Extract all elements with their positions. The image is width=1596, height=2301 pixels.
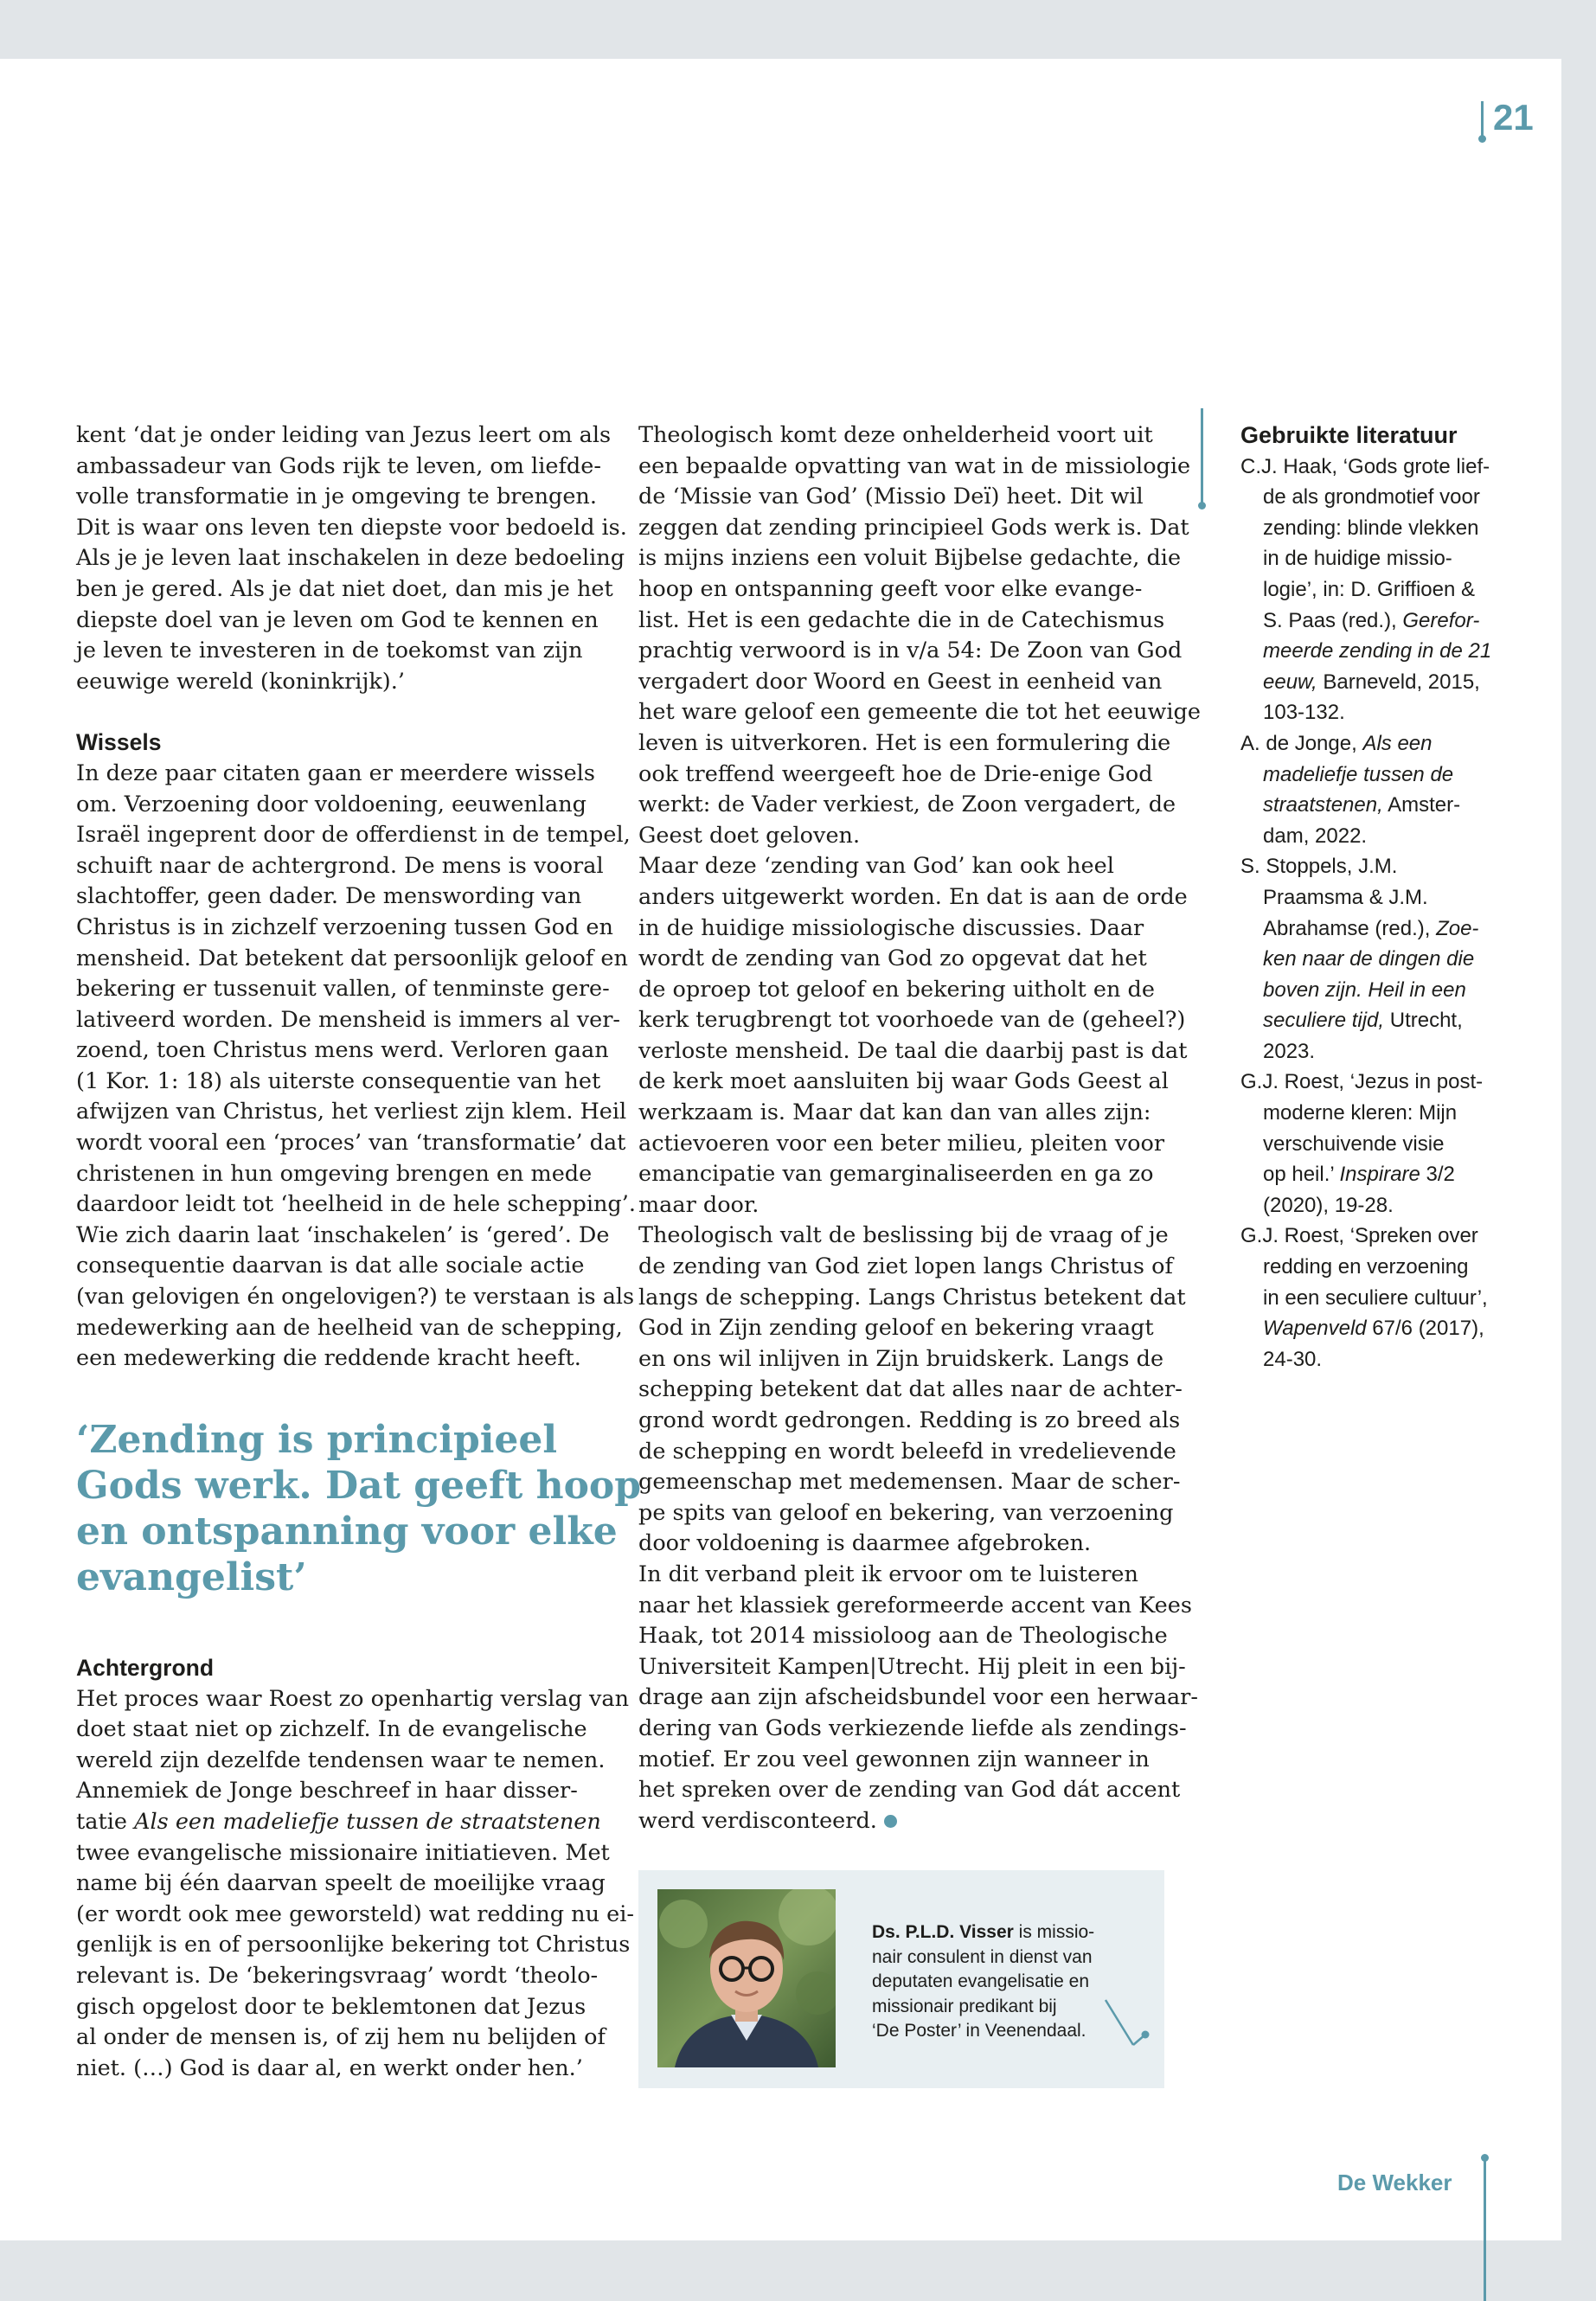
text-line: nair consulent in dienst van (872, 1946, 1093, 1967)
text-line (76, 1807, 600, 1838)
text-line: diepste doel van je leven om God te kennen en (76, 606, 599, 633)
text-line (1240, 1313, 1535, 1344)
text-line (1240, 543, 1535, 574)
italic-title: meerde zending in de 21 (1263, 639, 1492, 663)
italic-title: straatstenen, (1263, 793, 1383, 817)
pen-stroke-icon (1100, 1997, 1152, 2057)
text-line (1240, 913, 1535, 945)
text-line (1240, 790, 1535, 821)
text-line: christenen in hun omgeving brengen en mede (76, 1160, 593, 1187)
text-line: ambassadeur van Gods rijk te leven, om liefde- (76, 452, 601, 479)
literature-entry (1240, 851, 1535, 1067)
column-1 (76, 420, 636, 1375)
text-line: Universiteit Kampen|Utrecht. Hij pleit in een bij- (638, 1653, 1186, 1680)
text-line: ben je gered. Als je dat niet doet, dan mis je het (76, 575, 613, 602)
quote-line: Gods werk. Dat geeft hoop (76, 1464, 642, 1508)
text-line: medewerking aan de heelheid van de schepping, (76, 1314, 623, 1341)
text-line: mensheid. Dat betekent dat persoonlijk geloof en (76, 945, 628, 971)
text-segment: Utrecht, (1384, 1009, 1463, 1033)
text-line (1240, 1344, 1535, 1375)
text-line: motief. Er zou veel gewonnen zijn wanneer in (638, 1746, 1150, 1772)
text-line: Christus is in zichzelf verzoening tussen God en (76, 913, 613, 940)
book-title: Als een madeliefje tussen de straatstenen (134, 1808, 601, 1835)
text-line: Annemiek de Jonge beschreef in haar disser- (76, 1778, 578, 1804)
text-segment: dam, 2022. (1263, 824, 1368, 848)
text-line: kerk terugbrengt tot voorhoede van de (geheel?) (638, 1007, 1186, 1034)
text-segment: Abrahamse (red.), (1263, 916, 1437, 940)
literature-entry (1240, 1221, 1535, 1375)
text-line: de schepping en wordt beleefd in vredelievende (638, 1438, 1176, 1465)
text-line: emancipatie van gemarginaliseerden en ga zo (638, 1161, 1154, 1188)
literature-heading: Gebruikte literatuur (1240, 422, 1458, 448)
text-line: langs de schepping. Langs Christus betekent dat (638, 1284, 1186, 1311)
quote-line: en ontspanning voor elke (76, 1509, 618, 1554)
text-line: wereld zijn dezelfde tendensen waar te nemen. (76, 1747, 606, 1773)
achtergrond-paragraph (76, 1684, 634, 2085)
text-line: drage aan zijn afscheidsbundel voor een herwaar- (638, 1684, 1198, 1711)
text-line (1240, 606, 1535, 637)
text-line: wordt vooral een ‘proces’ van ‘transformatie’ dat (76, 1130, 626, 1157)
text-line: vergadert door Woord en Geest in eenheid van (638, 668, 1163, 695)
text-line: In deze paar citaten gaan er meerdere wissels (76, 760, 595, 786)
column-2 (638, 420, 1201, 1836)
italic-title: seculiere tijd, (1263, 1009, 1385, 1033)
magazine-name: De Wekker (1337, 2170, 1452, 2195)
text-line (1240, 760, 1535, 791)
text-segment: Barneveld, 2015, (1317, 670, 1480, 694)
text-line: het ware geloof een gemeente die tot het eeuwige (638, 699, 1201, 726)
text-line: Haak, tot 2014 missioloog aan de Theologische (638, 1623, 1168, 1650)
quote-line: ‘Zending is principieel (76, 1418, 558, 1462)
text-segment: zending: blinde vlekken (1263, 516, 1479, 540)
page-number-dot (1478, 135, 1486, 143)
text-line: en ons wil inlijven in Zijn bruidskerk. Langs de (638, 1345, 1164, 1372)
quote-line: evangelist’ (76, 1555, 307, 1599)
text-segment: 67/6 (2017), (1366, 1317, 1484, 1341)
text-line: schuift naar de achtergrond. De mens is vooral (76, 852, 604, 879)
text-line: eeuwige wereld (koninkrijk).’ (76, 668, 405, 695)
text-line (1240, 944, 1535, 975)
text-line: (1 Kor. 1: 18) als uiterste consequentie van het (76, 1067, 601, 1094)
text-segment: in een seculiere cultuur’, (1263, 1285, 1488, 1310)
text-line (1240, 574, 1535, 606)
text-line: doet staat niet op zichzelf. In de evangelische (76, 1716, 587, 1743)
italic-title: Gerefor- (1402, 608, 1480, 632)
heading-achtergrond: Achtergrond (76, 1655, 214, 1681)
text-line: deputaten evangelisatie en (872, 1971, 1090, 1991)
text-line: door voldoening is daarmee afgebroken. (638, 1530, 1092, 1557)
text-line: wordt de zending van God zo opgevat dat het (638, 945, 1147, 972)
text-line: zoend, toen Christus mens werd. Verloren gaan (76, 1037, 609, 1064)
text-line: lativeerd worden. De mensheid is immers al ver- (76, 1006, 621, 1033)
italic-title: madeliefje tussen de (1263, 762, 1454, 786)
text-line: de kerk moet aansluiten bij waar Gods Geest al (638, 1068, 1169, 1095)
text-line: volle transformatie in je omgeving te brengen. (76, 484, 597, 510)
text-segment: tatie (76, 1808, 135, 1835)
text-segment: S. Paas (red.), (1263, 608, 1403, 632)
italic-title: Wapenveld (1263, 1317, 1367, 1341)
text-line: is mijns inziens een voluit Bijbelse gedachte, die (638, 545, 1182, 572)
text-line: om. Verzoening door voldoening, eeuwenlang (76, 791, 586, 817)
text-line (1240, 452, 1535, 483)
italic-title: Als een (1362, 731, 1433, 755)
text-line: een bepaalde opvatting van wat in de missiologie (638, 452, 1191, 479)
footer-rule (1484, 2157, 1486, 2301)
italic-title: ken naar de dingen die (1263, 947, 1475, 971)
text-segment: is missio- (1013, 1922, 1095, 1942)
text-line: al onder de mensen is, of zij hem nu belijden of (76, 2024, 606, 2051)
text-segment: Amster- (1382, 793, 1461, 817)
text-line (638, 1806, 1166, 1837)
text-segment: A. de Jonge, (1240, 731, 1363, 755)
text-line: kent ‘dat je onder leiding van Jezus leert om als (76, 422, 612, 448)
text-line (872, 1920, 1094, 1945)
text-segment: werd verdisconteerd. (638, 1807, 877, 1834)
text-line: in de huidige missiologische discussies. Daar (638, 914, 1144, 941)
text-segment: 2023. (1263, 1039, 1316, 1063)
text-line: werkt: de Vader verkiest, de Zoon vergadert, de (638, 792, 1176, 818)
text-segment: redding en verzoening (1263, 1255, 1469, 1279)
text-line: prachtig verwoord is in v/a 54: De Zoon van God (638, 638, 1183, 664)
author-box (638, 1870, 1164, 2088)
text-line (1240, 821, 1535, 852)
text-line: actievoeren voor een beter milieu, pleiten voor (638, 1130, 1165, 1157)
text-line: Israël ingeprent door de offerdienst in de tempel, (76, 822, 631, 849)
text-line: afwijzen van Christus, het verliest zijn klem. Heil (76, 1099, 627, 1125)
text-line (1240, 513, 1535, 544)
end-mark-icon (884, 1815, 897, 1828)
text-line: Maar deze ‘zending van God’ kan ook heel (638, 853, 1114, 880)
text-line: God in Zijn zending geloof en bekering vraagt (638, 1315, 1154, 1342)
wissels-paragraph (76, 759, 636, 1375)
text-line: list. Het is een gedachte die in de Catechismus (638, 606, 1165, 633)
text-segment: C.J. Haak, ‘Gods grote lief- (1240, 454, 1490, 478)
text-line: genlijk is en of persoonlijke bekering tot Christus (76, 1932, 631, 1958)
text-line: de ‘Missie van God’ (Missio Deï) heet. Dit wil (638, 484, 1144, 510)
text-line: consequentie daarvan is dat alle sociale actie (76, 1253, 585, 1279)
text-line: Wie zich daarin laat ‘inschakelen’ is ‘gered’. De (76, 1221, 610, 1248)
text-line: Dit is waar ons leven ten diepste voor bedoeld is. (76, 514, 627, 541)
literature-entry (1240, 728, 1535, 851)
text-line: hoop en ontspanning geeft voor elke evange- (638, 575, 1143, 602)
text-segment: (2020), 19-28. (1263, 1193, 1394, 1217)
text-line (1240, 482, 1535, 513)
text-line (1240, 1159, 1535, 1190)
text-line: (van gelovigen én ongelovigen?) te verstaan is als (76, 1284, 635, 1311)
text-line: niet. (…) God is daar al, en werkt onder hen.’ (76, 2054, 583, 2081)
text-line: het spreken over de zending van God dát accent (638, 1777, 1181, 1804)
page-number: 21 (1493, 97, 1534, 138)
text-line (1240, 975, 1535, 1006)
text-line: ‘De Poster’ in Veenendaal. (872, 2021, 1086, 2041)
text-segment: in de huidige missio- (1263, 547, 1452, 571)
text-line (1240, 882, 1535, 913)
text-line (1240, 667, 1535, 698)
text-line (1240, 1283, 1535, 1314)
text-line: de zending van God ziet lopen langs Christus of (638, 1253, 1173, 1280)
text-line: bekering er tussenuit vallen, of tenminste gere- (76, 976, 610, 1003)
text-line: name bij één daarvan speelt de moeilijke vraag (76, 1870, 606, 1897)
text-line: twee evangelische missionaire initiatieven. Met (76, 1839, 610, 1866)
text-line: maar door. (638, 1191, 760, 1218)
text-line: Theologisch valt de beslissing bij de vraag of je (638, 1222, 1169, 1249)
literature-dot (1198, 502, 1206, 510)
text-line: gisch opgelost door te beklemtonen dat Jezus (76, 1993, 586, 2020)
text-line: gemeenschap met medemensen. Maar de scher- (638, 1469, 1181, 1496)
text-segment: moderne kleren: Mijn (1263, 1101, 1458, 1125)
literature-list (1240, 420, 1535, 1375)
text-segment: G.J. Roest, ‘Spreken over (1240, 1224, 1478, 1248)
text-line (1240, 1036, 1535, 1067)
text-segment: Praamsma & J.M. (1263, 885, 1428, 909)
text-line: naar het klassiek gereformeerde accent van Kees (638, 1592, 1192, 1618)
text-line: slachtoffer, geen dader. De menswording van (76, 883, 582, 910)
heading-wissels: Wissels (76, 729, 162, 756)
column-1-bottom (76, 1653, 634, 2084)
text-line: schepping betekent dat dat alles naar de achter- (638, 1376, 1183, 1403)
text-line: dering van Gods verkiezende liefde als zendings- (638, 1715, 1187, 1741)
literature-rule (1201, 408, 1203, 505)
intro-paragraph (76, 420, 627, 697)
text-line (1240, 636, 1535, 667)
text-line (1240, 1129, 1535, 1160)
italic-title: Zoe- (1436, 916, 1479, 940)
text-line: daardoor leidt tot ‘heelheid in de hele schepping’. (76, 1191, 636, 1218)
text-segment: 103-132. (1263, 701, 1345, 725)
text-line: (er wordt ook mee geworsteld) wat redding nu ei- (76, 1900, 634, 1927)
page-number-rule (1481, 101, 1484, 138)
author-bio (872, 1920, 1094, 2044)
literature-entry (1240, 452, 1535, 728)
text-line: de oproep tot geloof en bekering uitholt en de (638, 976, 1155, 1003)
text-line (1240, 697, 1535, 728)
text-line: je leven te investeren in de toekomst van zijn (76, 638, 583, 664)
text-line: leven is uitverkoren. Het is een formulering die (638, 729, 1171, 756)
text-line (1240, 1221, 1535, 1252)
text-segment: S. Stoppels, J.M. (1240, 855, 1398, 879)
text-line (1240, 728, 1535, 760)
text-line: Als je je leven laat inschakelen in deze bedoeling (76, 545, 625, 572)
pull-quote (76, 1417, 642, 1600)
author-photo (657, 1889, 836, 2067)
text-line (1240, 1098, 1535, 1129)
text-segment: de als grondmotief voor (1263, 485, 1480, 510)
text-segment: G.J. Roest, ‘Jezus in post- (1240, 1070, 1484, 1094)
text-line: anders uitgewerkt worden. En dat is aan de orde (638, 883, 1188, 910)
text-line: zeggen dat zending principieel Gods werk is. Dat (638, 514, 1189, 541)
text-segment: 24-30. (1263, 1347, 1323, 1371)
literature-entry (1240, 1067, 1535, 1221)
text-line: een medewerking die reddende kracht heeft. (76, 1345, 581, 1372)
text-line (1240, 1190, 1535, 1221)
text-line (1240, 851, 1535, 882)
text-line (1240, 1067, 1535, 1098)
text-line: grond wordt gedrongen. Redding is zo breed als (638, 1407, 1181, 1433)
author-name: Ds. P.L.D. Visser (872, 1922, 1014, 1942)
text-line: Geest doet geloven. (638, 822, 861, 849)
text-line (1240, 1005, 1535, 1036)
text-line: In dit verband pleit ik ervoor om te luisteren (638, 1561, 1138, 1587)
text-line: werkzaam is. Maar dat kan dan van alles zijn: (638, 1099, 1151, 1126)
italic-title: Inspirare (1339, 1163, 1420, 1187)
text-line: ook treffend weergeeft hoe de Drie-enige God (638, 760, 1153, 787)
text-segment: verschuivende visie (1263, 1131, 1445, 1156)
text-line: relevant is. De ‘bekeringsvraag’ wordt ‘theolo- (76, 1962, 599, 1989)
text-line: Theologisch komt deze onhelderheid voort uit (638, 422, 1153, 448)
text-line: pe spits van geloof en bekering, van verzoening (638, 1499, 1174, 1526)
text-line: verloste mensheid. De taal die daarbij past is dat (638, 1037, 1188, 1064)
text-segment: 3/2 (1420, 1163, 1455, 1187)
text-line (1240, 1252, 1535, 1283)
italic-title: eeuw, (1263, 670, 1317, 694)
italic-title: boven zijn. Heil in een (1263, 977, 1466, 1002)
text-segment: logie’, in: D. Griffioen & (1263, 577, 1476, 601)
text-segment: op heil.’ (1263, 1163, 1340, 1187)
text-line: missionair predikant bij (872, 1996, 1057, 2016)
text-line: Het proces waar Roest zo openhartig verslag van (76, 1685, 630, 1712)
